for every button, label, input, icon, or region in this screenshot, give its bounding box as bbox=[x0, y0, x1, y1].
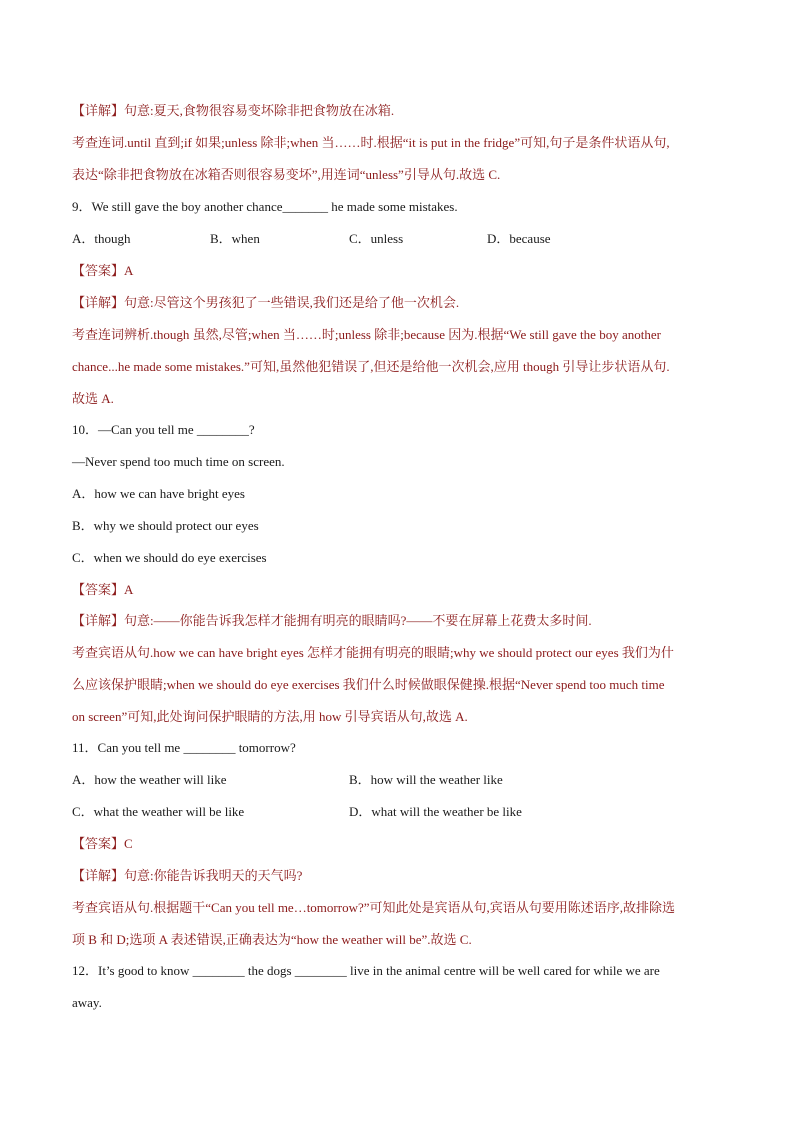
detail-label: 【详解】 bbox=[72, 295, 125, 310]
q10-answer bbox=[72, 580, 724, 600]
q10-detail-line-2: 考查宾语从句.how we can have bright eyes 怎样才能拥有明亮的眼睛;why we should protect our eyes 我们为什 bbox=[72, 645, 674, 660]
answer-value: A bbox=[124, 263, 134, 278]
q9-detail-line-1 bbox=[72, 293, 724, 313]
q9-answer bbox=[72, 261, 724, 281]
q11-option-a: A．how the weather will like bbox=[72, 772, 227, 787]
answer-label: 【答案】 bbox=[72, 263, 125, 278]
q11-option-d: D．what will the weather be like bbox=[349, 804, 522, 819]
q11-detail-line-2: 考查宾语从句.根据题干“Can you tell me…tomorrow?”可知此处是宾语从句,宾语从句要用陈述语序,故排除选 bbox=[72, 900, 676, 915]
q11-detail-text: 句意:你能告诉我明天的天气吗? bbox=[124, 868, 303, 883]
q10-stem: 10．—Can you tell me ________? bbox=[72, 422, 255, 437]
q10-detail-line-4: on screen”可知,此处询问保护眼睛的方法,用 how 引导宾语从句,故选 A. bbox=[72, 709, 468, 724]
q11-option-b: B．how will the weather like bbox=[349, 772, 503, 787]
q9-detail-text: 句意:尽管这个男孩犯了一些错误,我们还是给了他一次机会. bbox=[124, 295, 460, 310]
q9-detail-line-2: 考查连词辨析.though 虽然,尽管;when 当……时;unless 除非;because 因为.根据“We still gave the boy another bbox=[72, 327, 661, 342]
q9-stem: 9．We still gave the boy another chance_______ he made some mistakes. bbox=[72, 199, 458, 214]
q9-option-b: B．when bbox=[210, 231, 260, 246]
answer-label: 【答案】 bbox=[72, 836, 125, 851]
answer-value: A bbox=[124, 582, 134, 597]
detail-label: 【详解】 bbox=[72, 103, 125, 118]
q11-detail-line-3: 项 B 和 D;选项 A 表述错误,正确表达为“how the weather will be”.故选 C. bbox=[72, 932, 472, 947]
q8-detail-text: 句意:夏天,食物很容易变坏除非把食物放在冰箱. bbox=[124, 103, 395, 118]
q9-option-c: C．unless bbox=[349, 231, 404, 246]
q8-detail-line-2: 考查连词.until 直到;if 如果;unless 除非;when 当……时.根据“it is put in the fridge”可知,句子是条件状语从句, bbox=[72, 135, 670, 150]
q9-detail-line-3: chance...he made some mistakes.”可知,虽然他犯错误了,但还是给他一次机会,应用 though 引导让步状语从句. bbox=[72, 359, 670, 374]
q9-detail-line-4: 故选 A. bbox=[72, 391, 114, 406]
q10-detail-line-1 bbox=[72, 611, 724, 631]
q10-stem-response: —Never spend too much time on screen. bbox=[72, 454, 285, 469]
q9-option-d: D．because bbox=[487, 231, 551, 246]
q8-detail-line-1 bbox=[72, 101, 724, 121]
q10-option-c: C．when we should do eye exercises bbox=[72, 550, 267, 565]
answer-label: 【答案】 bbox=[72, 582, 125, 597]
q12-stem-continued: away. bbox=[72, 995, 102, 1010]
q11-detail-line-1 bbox=[72, 866, 724, 886]
q11-stem: 11．Can you tell me ________ tomorrow? bbox=[72, 740, 296, 755]
q10-option-b: B．why we should protect our eyes bbox=[72, 518, 259, 533]
q12-stem: 12．It’s good to know ________ the dogs ________ live in the animal centre will be well cared for while we are bbox=[72, 963, 660, 978]
detail-label: 【详解】 bbox=[72, 868, 125, 883]
q11-option-c: C．what the weather will be like bbox=[72, 804, 245, 819]
q9-option-a: A．though bbox=[72, 231, 131, 246]
q8-detail-line-3: 表达“除非把食物放在冰箱否则很容易变坏”,用连词“unless”引导从句.故选 C. bbox=[72, 167, 501, 182]
q10-option-a: A．how we can have bright eyes bbox=[72, 486, 245, 501]
q10-detail-line-3: 么应该保护眼睛;when we should do eye exercises 我们什么时候做眼保健操.根据“Never spend too much time bbox=[72, 677, 665, 692]
q10-detail-text: 句意:——你能告诉我怎样才能拥有明亮的眼睛吗?——不要在屏幕上花费太多时间. bbox=[124, 613, 592, 628]
answer-value: C bbox=[124, 836, 133, 851]
q11-answer bbox=[72, 834, 724, 854]
detail-label: 【详解】 bbox=[72, 613, 125, 628]
